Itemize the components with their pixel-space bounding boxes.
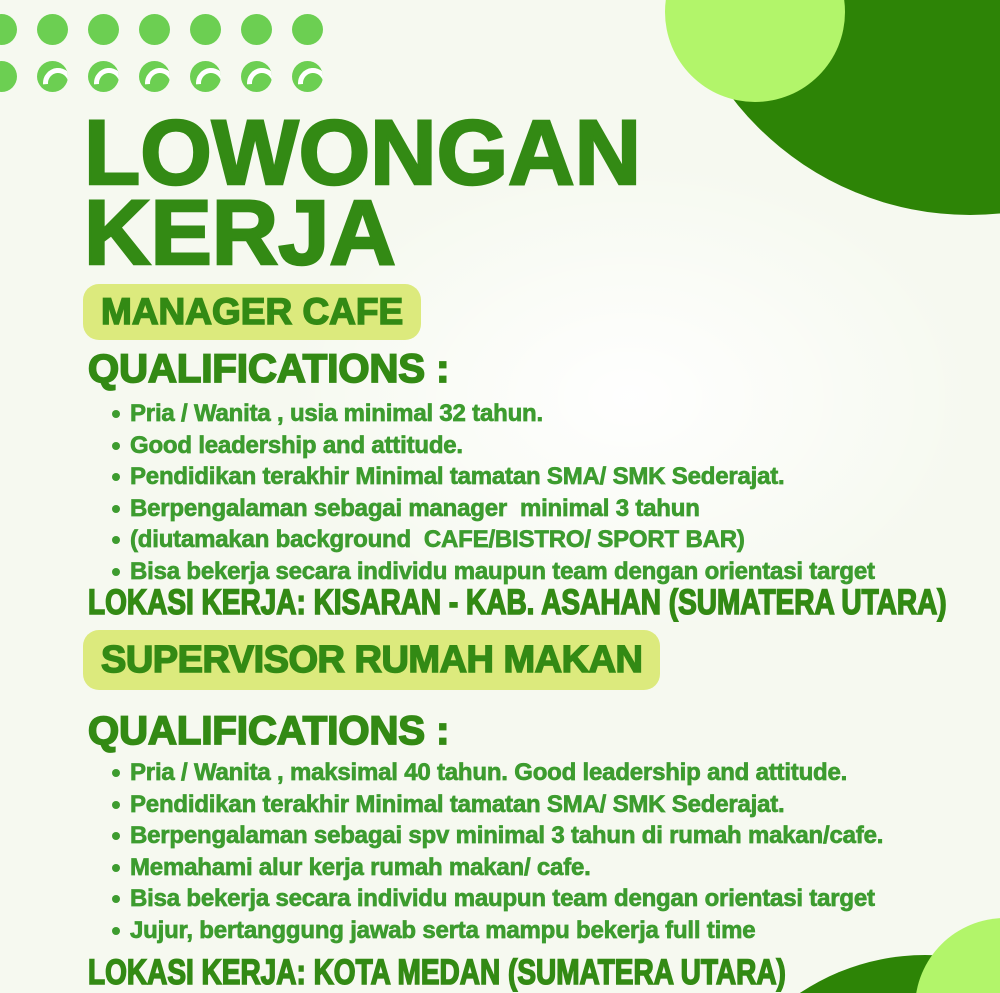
dot-icon xyxy=(0,14,17,45)
poster-title-line1: LOWONGAN xyxy=(84,102,642,204)
dot-grid-row-2 xyxy=(0,61,323,92)
list-item: Jujur, bertanggung jawab serta mampu bekerja full time xyxy=(104,915,883,947)
list-item: Berpengalaman sebagai spv minimal 3 tahun di rumah makan/cafe. xyxy=(104,820,883,852)
list-item: Pria / Wanita , usia minimal 32 tahun. xyxy=(104,398,875,430)
list-item: Bisa bekerja secara individu maupun team dengan orientasi target xyxy=(104,556,875,588)
qualifications-list-1 xyxy=(104,398,875,588)
dot-icon xyxy=(139,14,170,45)
dot-icon xyxy=(88,14,119,45)
qualifications-heading-1: QUALIFICATIONS : xyxy=(88,347,450,391)
dot-icon xyxy=(0,61,17,92)
work-location-1: LOKASI KERJA: KISARAN - KAB. ASAHAN (SUMATERA UTARA) xyxy=(88,583,947,622)
list-item: Pendidikan terakhir Minimal tamatan SMA/ SMK Sederajat. xyxy=(104,789,883,821)
dot-icon xyxy=(292,14,323,45)
leaf-icon xyxy=(292,61,323,92)
dot-grid-row-1 xyxy=(0,14,323,45)
leaf-icon xyxy=(241,61,272,92)
dot-icon xyxy=(241,14,272,45)
dot-icon xyxy=(37,14,68,45)
qualifications-list-2 xyxy=(104,757,883,947)
poster-title xyxy=(84,102,642,284)
list-item: Pria / Wanita , maksimal 40 tahun. Good leadership and attitude. xyxy=(104,757,883,789)
list-item: Memahami alur kerja rumah makan/ cafe. xyxy=(104,852,883,884)
list-item: Good leadership and attitude. xyxy=(104,430,875,462)
leaf-icon xyxy=(37,61,68,92)
work-location-2: LOKASI KERJA: KOTA MEDAN (SUMATERA UTARA) xyxy=(88,953,786,992)
qualifications-heading-2: QUALIFICATIONS : xyxy=(88,709,450,753)
job-title-badge-supervisor-rumah-makan: SUPERVISOR RUMAH MAKAN xyxy=(83,630,660,690)
leaf-icon xyxy=(139,61,170,92)
list-item: (diutamakan background CAFE/BISTRO/ SPORT BAR) xyxy=(104,524,875,556)
poster-title-line2: KERJA xyxy=(84,182,396,284)
job-title-badge-manager-cafe: MANAGER CAFE xyxy=(83,284,421,340)
list-item: Berpengalaman sebagai manager minimal 3 tahun xyxy=(104,493,875,525)
dot-icon xyxy=(190,14,221,45)
list-item: Pendidikan terakhir Minimal tamatan SMA/ SMK Sederajat. xyxy=(104,461,875,493)
leaf-icon xyxy=(190,61,221,92)
leaf-icon xyxy=(88,61,119,92)
list-item: Bisa bekerja secara individu maupun team dengan orientasi target xyxy=(104,883,883,915)
